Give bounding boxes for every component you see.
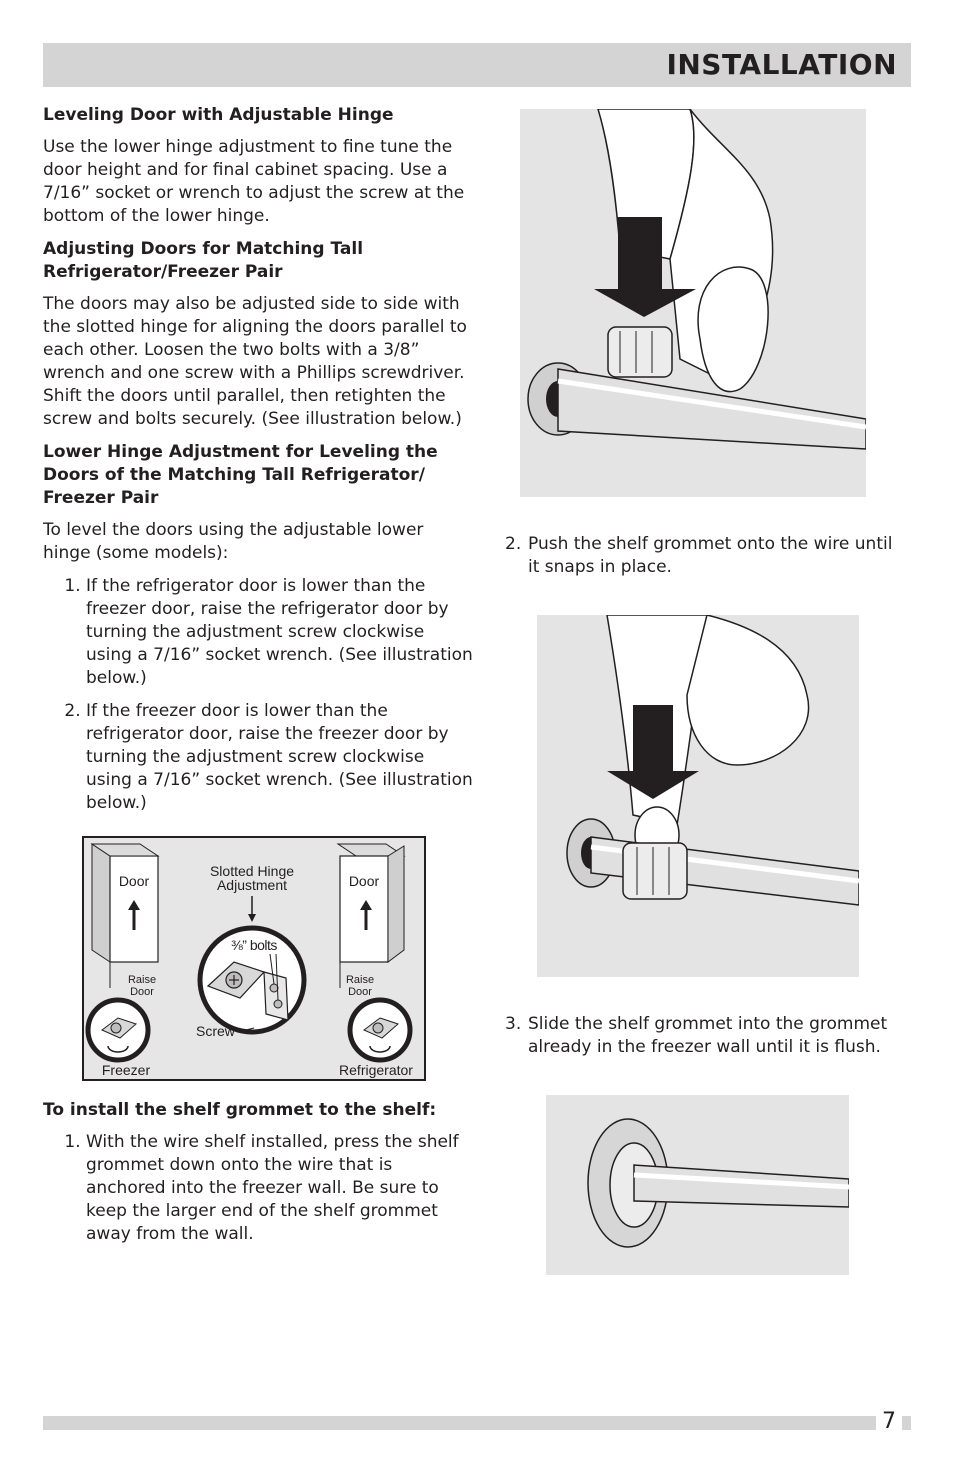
section-heading-lower-hinge: Lower Hinge Adjustment for Leveling the Doors of the Matching Tall Refrigerator/ Freezer Pair xyxy=(43,442,438,508)
header-bar xyxy=(43,43,911,87)
hinge-bracket xyxy=(264,972,288,1020)
screw-head-icon xyxy=(373,1023,383,1033)
figure-flush-grommet xyxy=(546,1095,849,1275)
figure-snap-grommet-svg xyxy=(537,615,859,977)
freezer-label: Freezer xyxy=(101,1062,151,1078)
bolt-icon xyxy=(270,984,278,992)
grommet-steps xyxy=(43,1131,473,1246)
step-text: Push the shelf grommet onto the wire until it snaps in place. xyxy=(528,534,893,577)
screw-head-icon xyxy=(111,1023,121,1033)
figure-press-grommet xyxy=(520,109,866,497)
down-arrow-head-icon xyxy=(607,771,699,799)
raise-label-left-2: Door xyxy=(130,986,154,998)
down-arrow-icon xyxy=(618,217,662,297)
section-heading-leveling: Leveling Door with Adjustable Hinge xyxy=(43,105,394,125)
section-heading-matching-pair: Adjusting Doors for Matching Tall Refrigerator/Freezer Pair xyxy=(43,239,364,282)
screw-label: Screw xyxy=(196,1023,235,1039)
lower-hinge-steps xyxy=(43,575,473,815)
figure-press-grommet-svg xyxy=(520,109,866,497)
step-number: 3. xyxy=(505,1014,522,1034)
door-label-left: Door xyxy=(118,873,150,889)
hand-shape xyxy=(687,615,809,765)
step-text: Slide the shelf grommet into the grommet already in the freezer wall until it is flush. xyxy=(528,1014,888,1057)
grommet-section xyxy=(43,1099,473,1246)
raise-label-right-2: Door xyxy=(348,986,372,998)
left-door-side xyxy=(92,844,110,962)
list-item: 2. If the freezer door is lower than the refrigerator door, raise the freezer door by turning the adjustment screw clockwise using a 7/16” socket wrench. (See illustration below.) xyxy=(86,700,473,815)
page-title: INSTALLATION xyxy=(666,48,897,81)
list-item: 1. If the refrigerator door is lower than the freezer door, raise the refrigerator door by turning the adjustment screw clockwise using a 7/16” socket wrench. (See illustration below.) xyxy=(86,575,473,690)
pointer-arrow-icon xyxy=(248,914,256,922)
figure-snap-grommet xyxy=(537,615,859,977)
bolts-label: ⅜” bolts xyxy=(231,937,277,953)
slotted-hinge-label: Slotted Hinge xyxy=(209,863,295,879)
step-number: 2. xyxy=(505,534,522,554)
left-column xyxy=(43,104,473,825)
right-door-side xyxy=(388,846,404,962)
step-3 xyxy=(505,1013,905,1059)
figure-flush-grommet-svg xyxy=(546,1095,849,1275)
slotted-hinge-label-2: Adjustment xyxy=(216,877,288,893)
raise-label-left: Raise xyxy=(127,974,157,986)
bolt-icon xyxy=(274,1000,282,1008)
section-heading-grommet: To install the shelf grommet to the shelf: xyxy=(43,1100,437,1120)
section-body-lower-hinge: To level the doors using the adjustable lower hinge (some models): xyxy=(43,520,424,563)
raise-label-right: Raise xyxy=(345,974,375,986)
list-item: 1. With the wire shelf installed, press the shelf grommet down onto the wire that is anchored into the freezer wall. Be sure to keep the larger end of the shelf grommet away from the wall. xyxy=(86,1131,473,1246)
thumb-shape xyxy=(698,267,768,391)
refrigerator-label: Refrigerator xyxy=(339,1062,413,1078)
page-number: 7 xyxy=(876,1409,902,1434)
step-2 xyxy=(505,533,905,579)
shelf-grommet xyxy=(623,843,687,899)
down-arrow-icon xyxy=(633,705,673,775)
footer-bar xyxy=(43,1416,911,1430)
shelf-wire xyxy=(558,369,866,449)
shelf-grommet xyxy=(608,327,672,377)
section-body-leveling: Use the lower hinge adjustment to fine tune the door height and for final cabinet spacing. Use a 7/16” socket or wrench to adjust the screw at the bottom of the lower hinge. xyxy=(43,137,465,226)
hinge-adjustment-diagram xyxy=(82,836,426,1081)
section-body-matching-pair: The doors may also be adjusted side to side with the slotted hinge for aligning the doors parallel to each other. Loosen the two bolts with a 3/8” wrench and one screw with a Phillips screwdriver. Shift the doors until parallel, then retighten the screw and bolts securely. (See illustration below.) xyxy=(43,294,467,429)
door-label-right: Door xyxy=(348,873,380,889)
hinge-diagram-svg xyxy=(84,838,424,1079)
